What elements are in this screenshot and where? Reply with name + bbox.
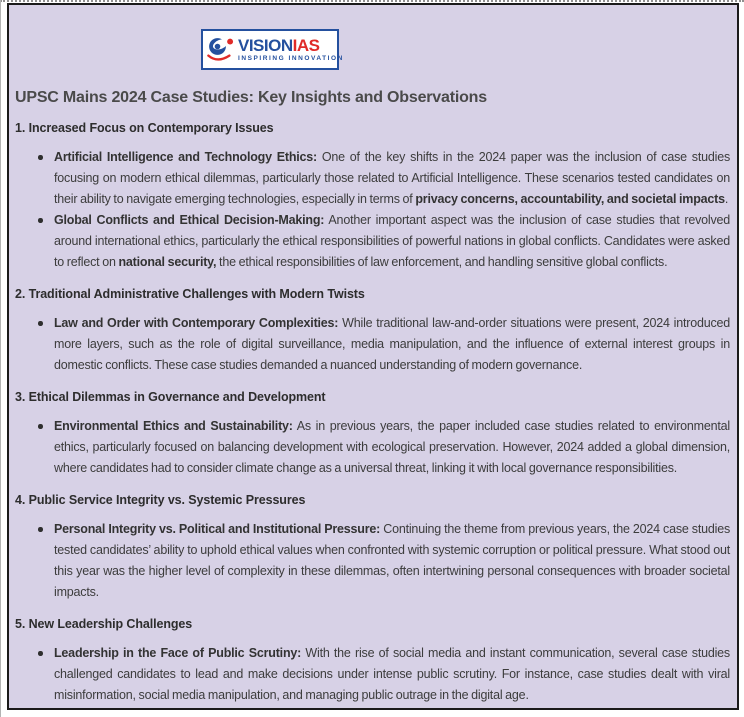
- logo-word-ias: IAS: [292, 35, 320, 55]
- logo-wordmark: [238, 37, 319, 54]
- bullet-lead: Law and Order with Contemporary Complexities:: [54, 316, 339, 330]
- bullet-text: With the rise of social media and instant communication, several case studies challenged candidates to lead and make decisions under intense public scrutiny. For instance, case studies dealt with viral misinformation, social media manipulation, and managing public outrage in the digital age.: [54, 646, 730, 702]
- vision-ias-eye-icon: [207, 35, 235, 65]
- window-edge-top: [0, 0, 744, 2]
- bullet-item: [15, 313, 730, 376]
- bullet-text: Continuing the theme from previous years, the 2024 case studies tested candidates’ ability to uphold ethical values when confronted with systemic corruption or political pressure. What stood out this year was the higher level of complexity in these dilemmas, often intertwining personal consequences with broader societal impacts.: [54, 522, 730, 599]
- section-heading-3: 3. Ethical Dilemmas in Governance and Development: [15, 390, 326, 404]
- bullet-lead: Leadership in the Face of Public Scrutiny:: [54, 646, 302, 660]
- bullet-item: [15, 416, 730, 479]
- bullet-text: While traditional law-and-order situations were present, 2024 introduced more layers, such as the role of digital surveillance, media manipulation, and the influence of external interest groups in domestic conflicts. These case studies demanded a nuanced understanding of modern governance.: [54, 316, 730, 372]
- logo-container: [201, 29, 730, 70]
- bullet-text: As in previous years, the paper included case studies related to environmental ethics, particularly focused on balancing development with ecological preservation. However, 2024 added a global dimension, where candidates had to consider climate change as a universal threat, linking it with local governance responsibilities.: [54, 419, 730, 475]
- bullet-emphasis: national security,: [118, 255, 217, 269]
- bullet-icon: [38, 651, 43, 656]
- bullet-emphasis: privacy concerns, accountability, and societal impacts: [415, 192, 725, 206]
- logo-tagline: INSPIRING INNOVATION: [238, 54, 344, 62]
- bullet-lead: Personal Integrity vs. Political and Institutional Pressure:: [54, 522, 381, 536]
- bullet-text: One of the key shifts in the 2024 paper was the inclusion of case studies focusing on modern ethical dilemmas, particularly those related to Artificial Intelligence. These scenarios tested candidates on their ability to navigate emerging technologies, especially in terms of: [54, 150, 730, 206]
- section-5-bullet-list: [15, 643, 730, 706]
- section-3-bullet-list: [15, 416, 730, 479]
- section-4-bullet-list: [15, 519, 730, 603]
- bullet-icon: [38, 155, 43, 160]
- section-1-bullet-list: [15, 147, 730, 273]
- bullet-text: .: [724, 192, 729, 206]
- bullet-item: [15, 147, 730, 210]
- section-2-bullet-list: [15, 313, 730, 376]
- bullet-icon: [38, 527, 43, 532]
- logo-word-vision: VISION: [238, 35, 293, 55]
- logo-text: [238, 37, 344, 63]
- document-panel: [7, 3, 739, 710]
- bullet-text: Another important aspect was the inclusion of case studies that revolved around international ethics, particularly the ethical responsibilities of powerful nations in global conflicts. Candidates were asked to reflect on: [54, 213, 731, 269]
- bullet-lead: Global Conflicts and Ethical Decision-Making:: [54, 213, 325, 227]
- bullet-lead: Artificial Intelligence and Technology Ethics:: [54, 150, 318, 164]
- bullet-text: the ethical responsibilities of law enforcement, and handling sensitive global conflicts.: [216, 255, 668, 269]
- bullet-icon: [38, 321, 43, 326]
- bullet-item: [15, 643, 730, 706]
- section-heading-5: 5. New Leadership Challenges: [15, 617, 193, 631]
- bullet-lead: Environmental Ethics and Sustainability:: [54, 419, 293, 433]
- bullet-icon: [38, 424, 43, 429]
- vision-ias-logo: [201, 29, 344, 70]
- section-heading-2: 2. Traditional Administrative Challenges with Modern Twists: [15, 287, 365, 301]
- bullet-item: [15, 210, 730, 273]
- bullet-icon: [38, 218, 43, 223]
- section-heading-4: 4. Public Service Integrity vs. Systemic Pressures: [15, 493, 306, 507]
- window-edge-left: [0, 0, 1, 717]
- section-heading-1: 1. Increased Focus on Contemporary Issues: [15, 121, 274, 135]
- bullet-item: [15, 519, 730, 603]
- page-title: UPSC Mains 2024 Case Studies: Key Insights and Observations: [15, 89, 487, 106]
